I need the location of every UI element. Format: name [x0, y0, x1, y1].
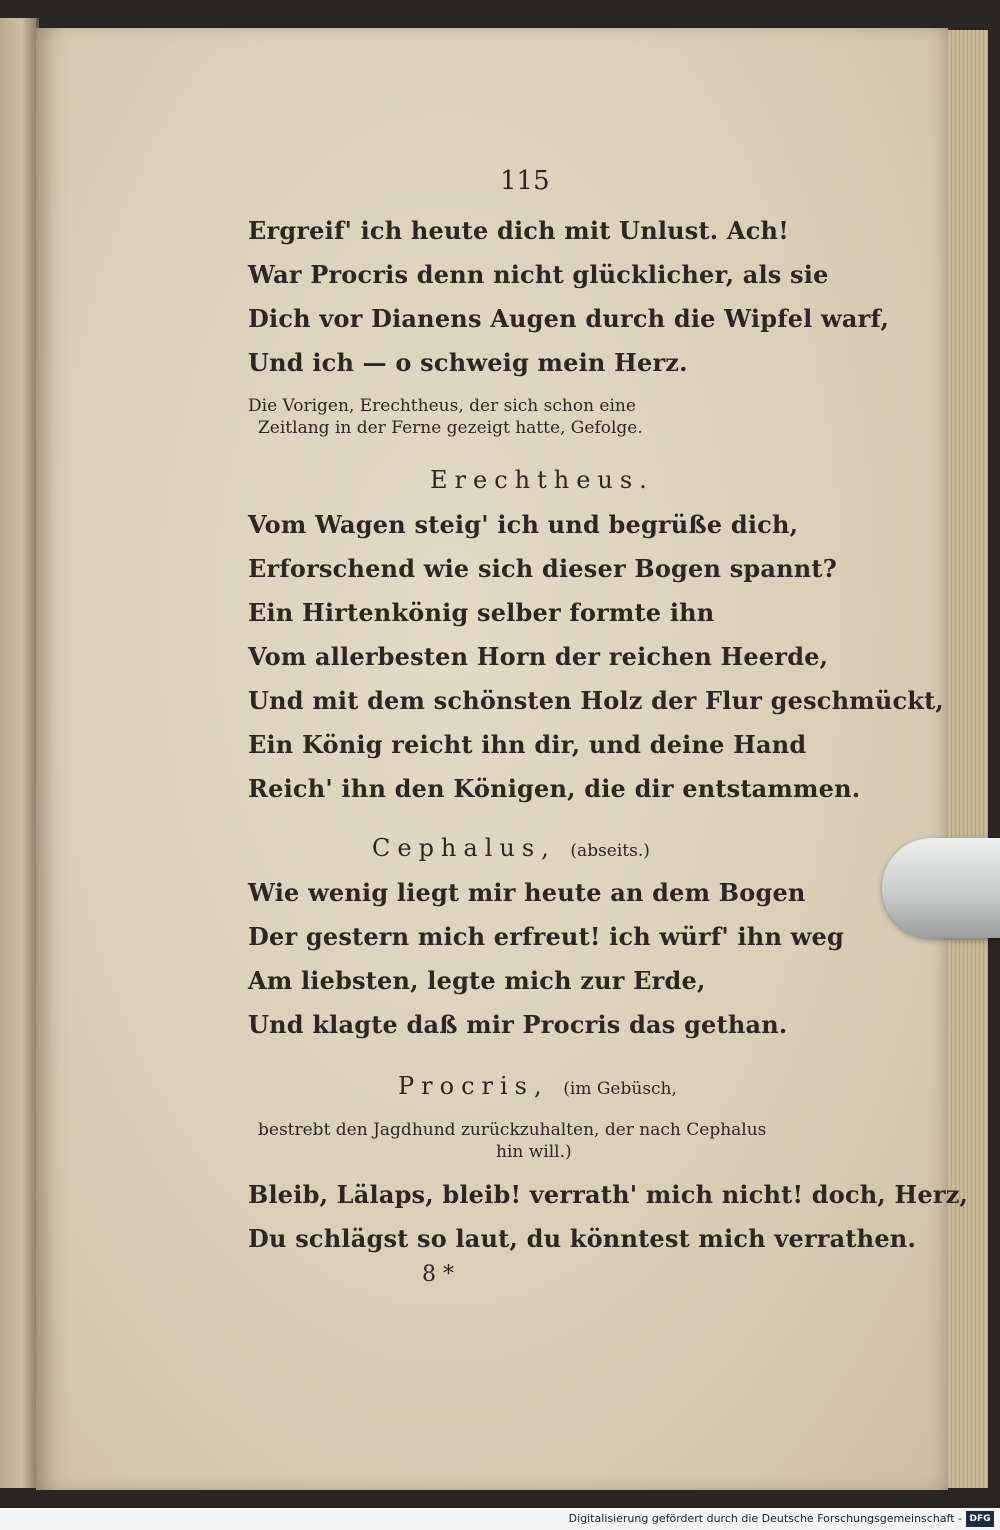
- speaker-name: Procris,: [398, 1072, 549, 1100]
- speaker-note: (im Gebüsch,: [563, 1079, 677, 1099]
- verse-line: Vom allerbesten Horn der reichen Heerde,: [248, 642, 829, 671]
- signature-mark: 8 *: [422, 1262, 454, 1287]
- previous-page-edge: [0, 18, 39, 1488]
- stage-direction-line: Die Vorigen, Erechtheus, der sich schon eine: [248, 396, 636, 416]
- verse-line: Der gestern mich erfreut! ich würf' ihn weg: [248, 922, 844, 951]
- speaker-heading: [372, 834, 650, 862]
- verse-line: Und klagte daß mir Procris das gethan.: [248, 1010, 788, 1039]
- stage-direction-line: bestrebt den Jagdhund zurückzuhalten, der nach Cephalus: [258, 1120, 767, 1140]
- verse-line: Dich vor Dianens Augen durch die Wipfel warf,: [248, 304, 890, 333]
- book-page: [36, 28, 948, 1490]
- verse-line: Bleib, Lälaps, bleib! verrath' mich nicht! doch, Herz,: [248, 1180, 969, 1209]
- verse-line: Am liebsten, legte mich zur Erde,: [248, 966, 706, 995]
- verse-line: Vom Wagen steig' ich und begrüße dich,: [248, 510, 799, 539]
- page-holder-clip: [882, 838, 1000, 938]
- speaker-heading: [398, 1072, 677, 1100]
- stage-direction-line: Zeitlang in der Ferne gezeigt hatte, Gefolge.: [258, 418, 643, 438]
- verse-line: Ein Hirtenkönig selber formte ihn: [248, 598, 715, 627]
- page-number: 115: [500, 166, 550, 196]
- speaker-note: (abseits.): [570, 841, 650, 861]
- verse-line: Reich' ihn den Königen, die dir entstammen.: [248, 774, 861, 803]
- page-stack-edge: [948, 30, 988, 1488]
- verse-line: Wie wenig liegt mir heute an dem Bogen: [248, 878, 806, 907]
- verse-line: Und ich — o schweig mein Herz.: [248, 348, 688, 377]
- verse-line: Du schlägst so laut, du könntest mich verrathen.: [248, 1224, 917, 1253]
- verse-line: Erforschend wie sich dieser Bogen spannt?: [248, 554, 837, 583]
- speaker-name: Cephalus,: [372, 834, 556, 862]
- footer-bar: [0, 1508, 1000, 1530]
- verse-line: Ein König reicht ihn dir, und deine Hand: [248, 730, 807, 759]
- verse-line: Und mit dem schönsten Holz der Flur geschmückt,: [248, 686, 944, 715]
- verse-line: War Procris denn nicht glücklicher, als sie: [248, 260, 829, 289]
- dfg-logo: DFG: [966, 1511, 994, 1527]
- stage-direction-line: hin will.): [496, 1142, 572, 1162]
- verse-line: Ergreif' ich heute dich mit Unlust. Ach!: [248, 216, 789, 245]
- speaker-name: Erechtheus.: [430, 466, 654, 494]
- funding-credit: Digitalisierung gefördert durch die Deutsche Forschungsgemeinschaft -: [568, 1512, 962, 1525]
